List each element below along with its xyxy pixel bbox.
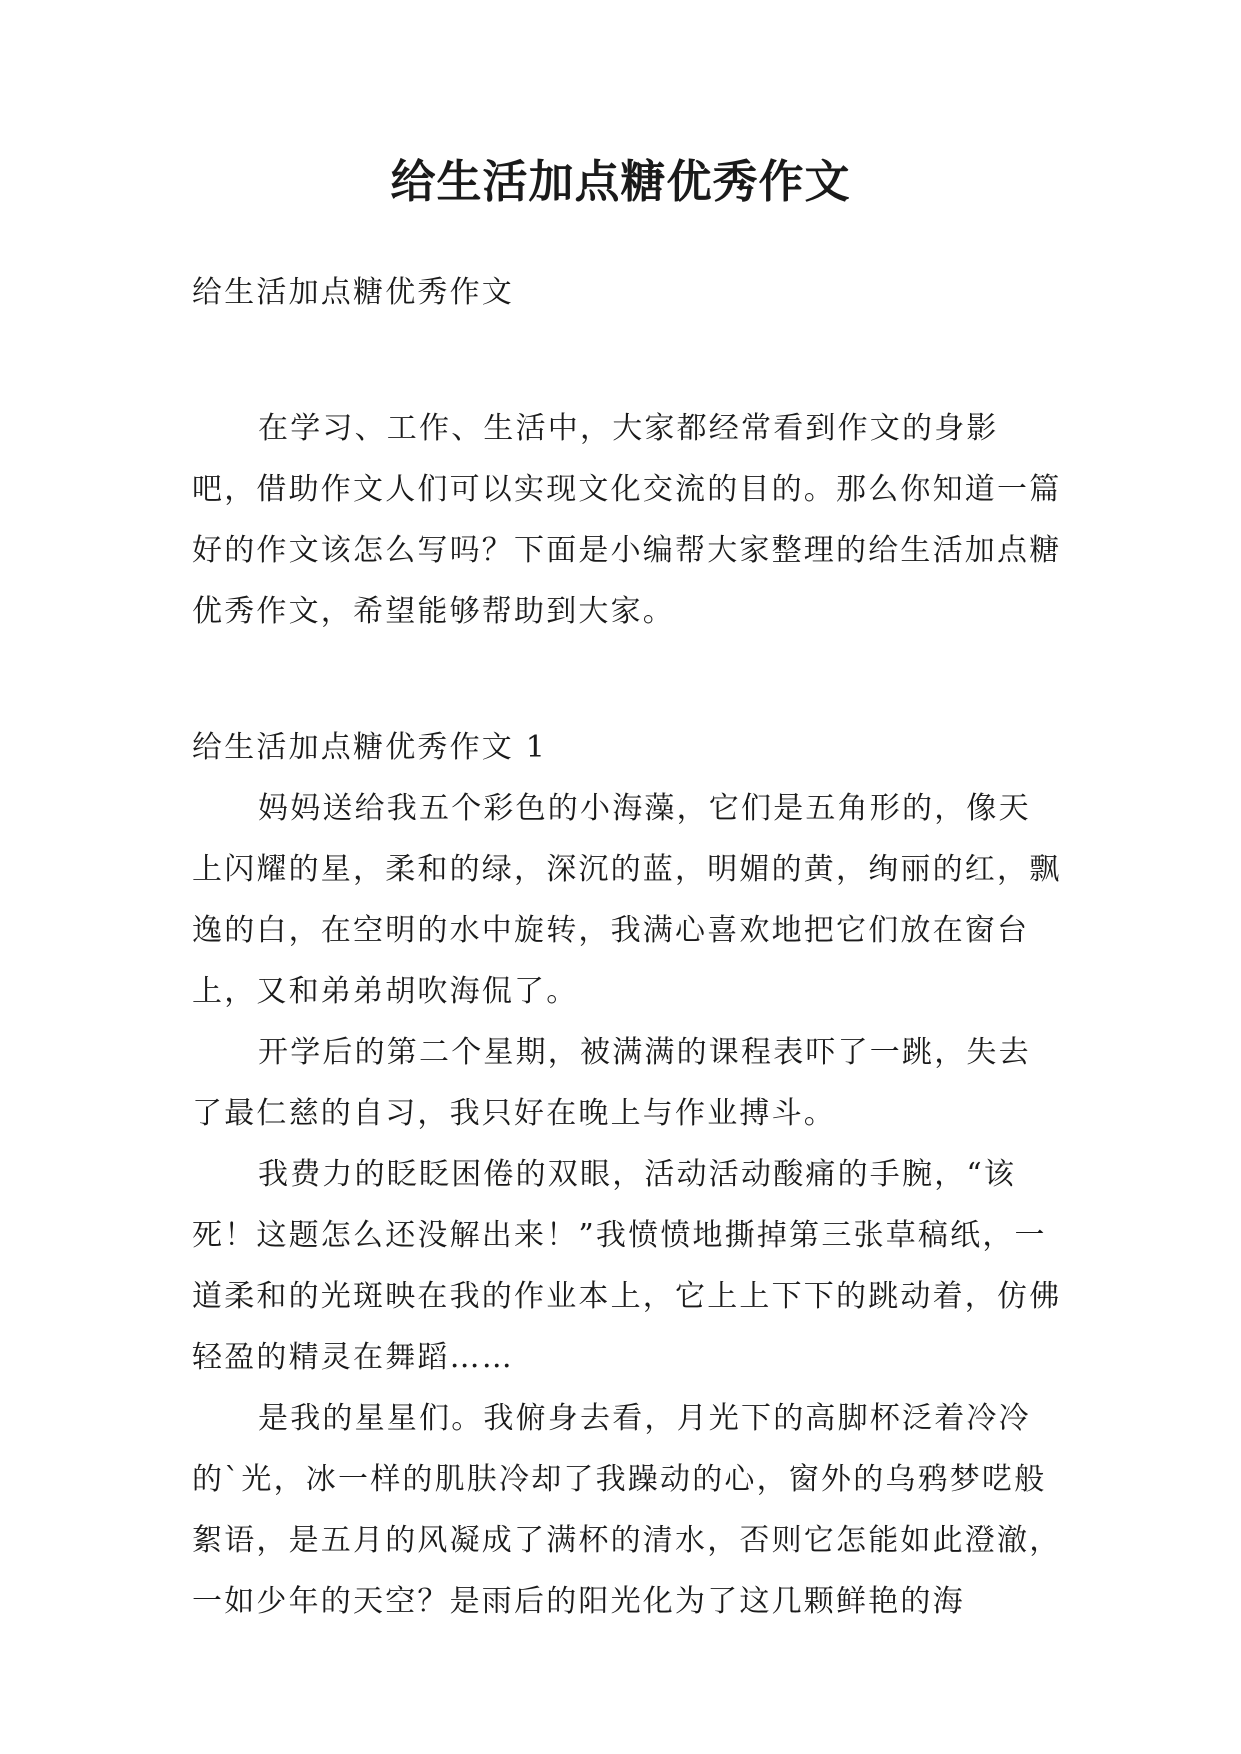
section-heading: 给生活加点糖优秀作文 1: [192, 730, 548, 765]
document-body: [192, 262, 1062, 1632]
body-paragraph: 是我的星星们。我俯身去看，月光下的高脚杯泛着冷冷的`光，冰一样的肌肤冷却了我躁动的心，窗外的乌鸦梦呓般絮语，是五月的风凝成了满杯的清水，否则它怎能如此澄澈，一如少年的天空？是雨后的阳光化为了这几颗鲜艳的海: [192, 1401, 1062, 1619]
body-paragraph: 妈妈送给我五个彩色的小海藻，它们是五角形的，像天上闪耀的星，柔和的绿，深沉的蓝，明媚的黄，绚丽的红，飘逸的白，在空明的水中旋转，我满心喜欢地把它们放在窗台上，又和弟弟胡吹海侃了。: [192, 791, 1062, 1009]
body-paragraph: 我费力的眨眨困倦的双眼，活动活动酸痛的手腕，“该死！这题怎么还没解出来！”我愤愤地撕掉第三张草稿纸，一道柔和的光斑映在我的作业本上，它上上下下的跳动着，仿佛轻盈的精灵在舞蹈……: [192, 1157, 1062, 1375]
intro-paragraph: 在学习、工作、生活中，大家都经常看到作文的身影吧，借助作文人们可以实现文化交流的目的。那么你知道一篇好的作文该怎么写吗？下面是小编帮大家整理的给生活加点糖优秀作文，希望能够帮助到大家。: [192, 411, 1062, 629]
paragraph-spacer: [192, 323, 1062, 384]
paragraph-spacer: [192, 642, 1062, 703]
document-title: 给生活加点糖优秀作文: [390, 155, 851, 208]
body-paragraph: 开学后的第二个星期，被满满的课程表吓了一跳，失去了最仁慈的自习，我只好在晚上与作业搏斗。: [192, 1035, 1031, 1131]
document-subtitle: 给生活加点糖优秀作文: [192, 275, 514, 310]
